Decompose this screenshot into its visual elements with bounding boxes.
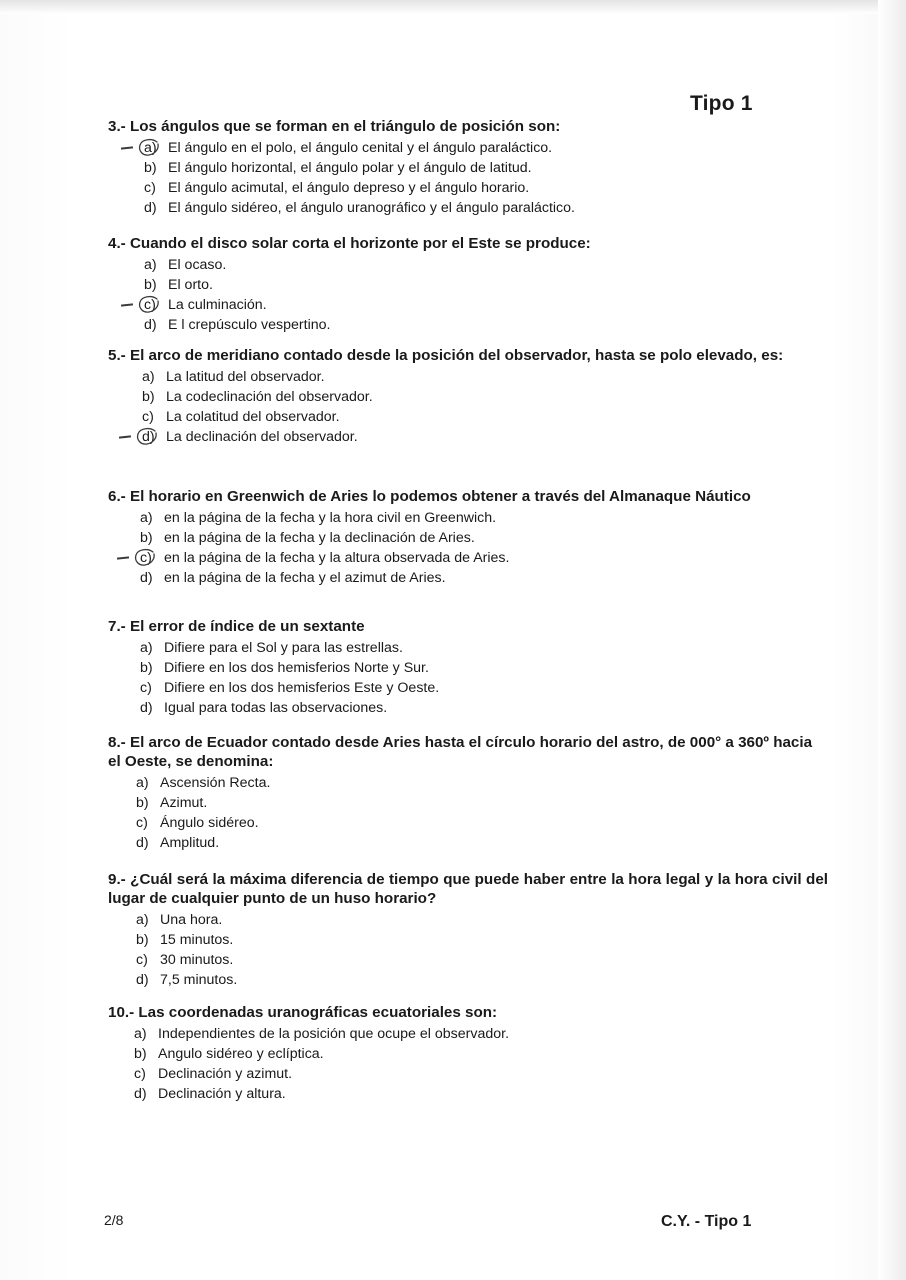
option-c	[144, 295, 828, 315]
option-letter: c)	[140, 548, 164, 568]
option-letter: c)	[144, 295, 168, 315]
option-b	[144, 158, 828, 178]
option-letter: a)	[142, 369, 155, 385]
answer-circle-mark	[135, 427, 159, 446]
option-c	[142, 407, 828, 427]
option-a	[144, 138, 828, 158]
option-letter: a)	[136, 775, 149, 791]
question-4	[108, 234, 828, 335]
option-list	[140, 638, 828, 718]
option-letter: d)	[144, 317, 157, 333]
option-letter: a)	[136, 912, 149, 928]
option-d	[134, 1084, 828, 1104]
option-text: La declinación del observador.	[166, 429, 358, 445]
option-text: El ángulo acimutal, el ángulo depreso y el ángulo horario.	[168, 180, 530, 196]
option-d	[136, 833, 828, 853]
answer-circle-mark	[137, 138, 161, 157]
option-letter: b)	[136, 795, 149, 811]
option-letter: a)	[140, 640, 153, 656]
option-list	[140, 508, 828, 588]
option-text: La culminación.	[168, 297, 267, 313]
option-letter: d)	[142, 427, 166, 447]
option-letter: c)	[144, 180, 156, 196]
option-letter: c)	[142, 409, 154, 425]
option-text: 7,5 minutos.	[160, 972, 238, 988]
option-b	[140, 528, 828, 548]
option-letter: b)	[136, 932, 149, 948]
option-text: El ángulo en el polo, el ángulo cenital y el ángulo paraláctico.	[168, 140, 553, 156]
question-title: 9.- ¿Cuál será la máxima diferencia de tiempo que puede haber entre la hora legal y la hora civil del lugar de cualquier punto de un huso horario?	[108, 871, 828, 907]
option-text: en la página de la fecha y la altura observada de Aries.	[164, 550, 510, 566]
option-text: La latitud del observador.	[166, 369, 325, 385]
option-letter: b)	[144, 277, 157, 293]
question-3	[108, 117, 828, 218]
option-text: 15 minutos.	[160, 932, 234, 948]
option-b	[140, 658, 828, 678]
option-d	[144, 315, 828, 335]
answer-dash-mark	[121, 303, 133, 306]
scan-edge-right	[878, 0, 906, 1280]
option-b	[134, 1044, 828, 1064]
option-b	[136, 793, 828, 813]
option-text: E l crepúsculo vespertino.	[168, 317, 331, 333]
question-6	[108, 487, 828, 588]
option-letter: b)	[134, 1046, 147, 1062]
option-letter: b)	[140, 530, 153, 546]
option-text: Difiere en los dos hemisferios Este y Oeste.	[164, 680, 440, 696]
option-text: Igual para todas las observaciones.	[164, 700, 388, 716]
option-text: Independientes de la posición que ocupe el observador.	[158, 1026, 510, 1042]
option-text: El orto.	[168, 277, 213, 293]
question-title: 8.- El arco de Ecuador contado desde Aries hasta el círculo horario del astro, de 000° a 360º hacia el Oeste, se denomina:	[108, 734, 813, 770]
answer-dash-mark	[121, 146, 133, 149]
option-letter: a)	[134, 1026, 147, 1042]
option-c	[136, 813, 828, 833]
option-c	[134, 1064, 828, 1084]
option-text: Amplitud.	[160, 835, 220, 851]
option-text: Difiere para el Sol y para las estrellas.	[164, 640, 403, 656]
option-a	[140, 638, 828, 658]
option-list	[144, 138, 828, 218]
option-a	[136, 773, 828, 793]
option-list	[136, 773, 828, 853]
option-letter: b)	[144, 160, 157, 176]
option-letter: a)	[144, 257, 157, 273]
option-b	[144, 275, 828, 295]
option-list	[142, 367, 828, 447]
answer-dash-mark	[119, 435, 131, 438]
option-text: en la página de la fecha y la declinación de Aries.	[164, 530, 475, 546]
option-text: en la página de la fecha y la hora civil en Greenwich.	[164, 510, 497, 526]
option-letter: c)	[136, 815, 148, 831]
question-9	[108, 870, 828, 990]
option-d	[140, 698, 828, 718]
option-text: en la página de la fecha y el azimut de Aries.	[164, 570, 446, 586]
answer-circle-mark	[137, 295, 161, 314]
option-letter: c)	[136, 952, 148, 968]
option-a	[140, 508, 828, 528]
question-title: 7.- El error de índice de un sextante	[108, 618, 365, 635]
scan-edge-top	[0, 0, 906, 14]
option-letter: c)	[140, 680, 152, 696]
option-c	[140, 678, 828, 698]
option-b	[136, 930, 828, 950]
option-b	[142, 387, 828, 407]
question-title: 5.- El arco de meridiano contado desde la posición del observador, hasta se polo elevado, es:	[108, 347, 784, 364]
option-letter: d)	[136, 835, 149, 851]
answer-dash-mark	[117, 556, 129, 559]
option-a	[142, 367, 828, 387]
option-text: El ángulo horizontal, el ángulo polar y el ángulo de latitud.	[168, 160, 532, 176]
option-list	[144, 255, 828, 335]
question-5	[108, 346, 828, 447]
option-letter: b)	[140, 660, 153, 676]
footer-document-type: C.Y. - Tipo 1	[661, 1213, 752, 1230]
page-number: 2/8	[104, 1212, 124, 1228]
option-list	[136, 910, 828, 990]
option-a	[136, 910, 828, 930]
option-letter: d)	[136, 972, 149, 988]
option-text: La codeclinación del observador.	[166, 389, 373, 405]
option-text: Ascensión Recta.	[160, 775, 271, 791]
option-letter: b)	[142, 389, 155, 405]
option-a	[134, 1024, 828, 1044]
question-title: 4.- Cuando el disco solar corta el horizonte por el Este se produce:	[108, 235, 591, 252]
document-type-heading: Tipo 1	[690, 92, 753, 115]
question-7	[108, 617, 828, 718]
option-letter: d)	[140, 570, 153, 586]
question-title: 10.- Las coordenadas uranográficas ecuatoriales son:	[108, 1004, 498, 1021]
option-text: El ángulo sidéreo, el ángulo uranográfico y el ángulo paraláctico.	[168, 200, 575, 216]
question-8	[108, 733, 828, 853]
option-d	[136, 970, 828, 990]
option-text: 30 minutos.	[160, 952, 234, 968]
option-text: Declinación y azimut.	[158, 1066, 293, 1082]
option-letter: c)	[134, 1066, 146, 1082]
option-text: Declinación y altura.	[158, 1086, 286, 1102]
option-letter: d)	[140, 700, 153, 716]
question-10	[108, 1003, 828, 1104]
option-letter: d)	[144, 200, 157, 216]
option-text: Azimut.	[160, 795, 208, 811]
option-text: Ángulo sidéreo.	[160, 815, 259, 831]
option-text: El ocaso.	[168, 257, 227, 273]
option-c	[140, 548, 828, 568]
option-d	[140, 568, 828, 588]
question-title: 6.- El horario en Greenwich de Aries lo podemos obtener a través del Almanaque Náutico	[108, 488, 751, 505]
option-text: Angulo sidéreo y eclíptica.	[158, 1046, 324, 1062]
option-c	[136, 950, 828, 970]
option-text: Una hora.	[160, 912, 223, 928]
option-list	[134, 1024, 828, 1104]
option-a	[144, 255, 828, 275]
option-c	[144, 178, 828, 198]
option-letter: d)	[134, 1086, 147, 1102]
option-text: La colatitud del observador.	[166, 409, 340, 425]
option-d	[142, 427, 828, 447]
question-title: 3.- Los ángulos que se forman en el triángulo de posición son:	[108, 118, 561, 135]
option-text: Difiere en los dos hemisferios Norte y Sur.	[164, 660, 429, 676]
option-letter: a)	[140, 510, 153, 526]
option-letter: a)	[144, 138, 168, 158]
option-d	[144, 198, 828, 218]
answer-circle-mark	[133, 548, 157, 567]
